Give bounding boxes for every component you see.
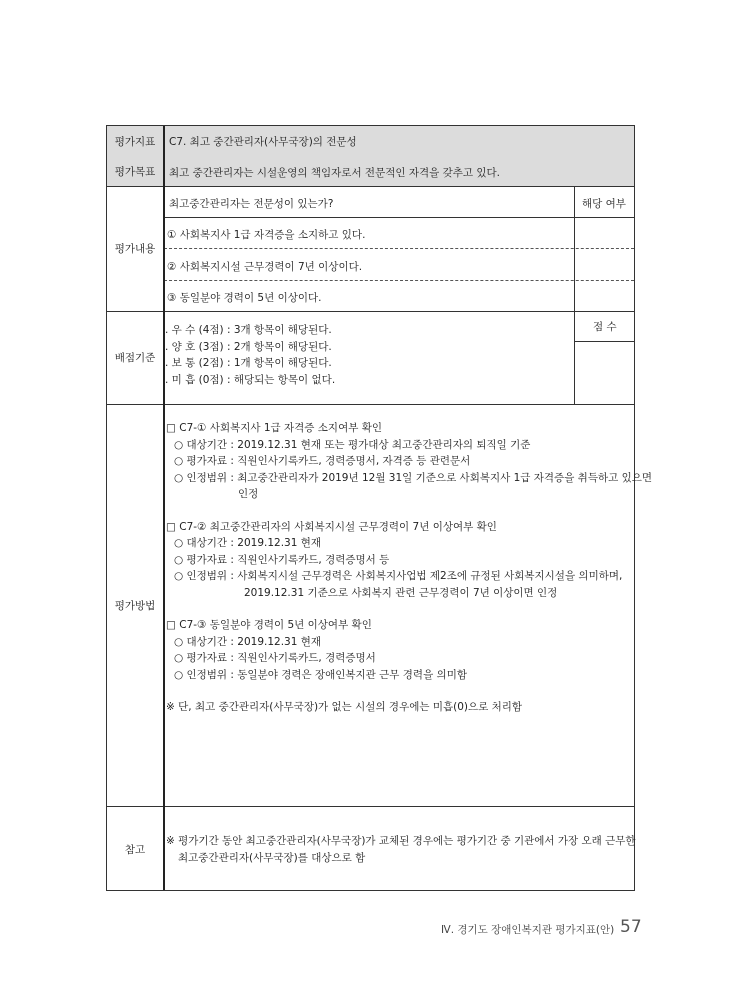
label-text: 평가지표 bbox=[114, 135, 156, 148]
method-line: ○ 인정범위 : 동일분야 경력은 장애인복지관 근무 경력을 의미함 bbox=[174, 668, 467, 681]
goal-cell bbox=[163, 156, 634, 186]
content-question: 최고중간관리자는 전문성이 있는가? bbox=[169, 198, 334, 210]
scoring-list bbox=[165, 322, 335, 388]
method-line: ○ 평가자료 : 직원인사기록카드, 경력증명서 bbox=[174, 652, 376, 664]
content-item: ③ 동일분야 경력이 5년 이상이다. bbox=[167, 292, 322, 304]
label-text: 평가목표 bbox=[114, 165, 156, 178]
content-item: ① 사회복지사 1급 자격증을 소지하고 있다. bbox=[167, 229, 366, 241]
divider bbox=[107, 806, 634, 807]
scoring-item: . 보 통 (2점) : 1개 항목이 해당된다. bbox=[165, 357, 332, 369]
row-label-method bbox=[107, 404, 163, 806]
divider bbox=[107, 186, 634, 187]
method-line: ○ 평가자료 : 직원인사기록카드, 경력증명서 등 bbox=[174, 553, 390, 566]
footer-text: Ⅳ. 경기도 장애인복지관 평가지표(안) bbox=[441, 924, 615, 936]
dashed-divider bbox=[164, 280, 634, 281]
indicator-cell bbox=[163, 126, 634, 156]
method-line: ○ 대상기간 : 2019.12.31 현재 또는 평가대상 최고중간관리자의 퇴직일 기준 bbox=[174, 438, 531, 451]
method-line: ○ 인정범위 : 최고중간관리자가 2019년 12월 31일 기준으로 사회복지사 1급 자격증을 취득하고 있으면 bbox=[174, 471, 653, 484]
applicable-header: 해당 여부 bbox=[582, 198, 626, 210]
reference-block bbox=[166, 833, 636, 866]
section-title: □ C7-① 사회복지사 1급 자격증 소지여부 확인 bbox=[166, 422, 382, 434]
divider bbox=[107, 311, 634, 312]
scoring-item: . 미 흡 (0점) : 해당되는 항목이 없다. bbox=[165, 373, 336, 386]
divider bbox=[574, 341, 634, 342]
divider bbox=[107, 404, 634, 405]
section-title: □ C7-② 최고중간관리자의 사회복지시설 근무경력이 7년 이상여부 확인 bbox=[166, 520, 497, 533]
row-label-content bbox=[107, 186, 163, 311]
content-item: ② 사회복지시설 근무경력이 7년 이상이다. bbox=[167, 261, 363, 273]
evaluation-table bbox=[106, 125, 653, 891]
scoring-item: . 우 수 (4점) : 3개 항목이 해당된다. bbox=[165, 324, 332, 336]
divider bbox=[163, 217, 634, 218]
row-label-reference bbox=[107, 806, 163, 892]
method-line: ○ 평가자료 : 직원인사기록카드, 경력증명서, 자격증 등 관련문서 bbox=[174, 455, 471, 467]
reference-line: ※ 평가기간 동안 최고중간관리자(사무국장)가 교체된 경우에는 평가기간 중 기관에서 가장 오래 근무한 bbox=[166, 835, 636, 847]
reference-line: 최고중간관리자(사무국장)를 대상으로 함 bbox=[178, 851, 366, 864]
label-text: 평가방법 bbox=[114, 599, 156, 612]
scoring-item: . 양 호 (3점) : 2개 항목이 해당된다. bbox=[165, 340, 332, 353]
row-label-indicator bbox=[107, 126, 163, 156]
label-text: 평가내용 bbox=[114, 243, 156, 255]
indicator-text: C7. 최고 중간관리자(사무국장)의 전문성 bbox=[169, 136, 357, 148]
method-line: ○ 대상기간 : 2019.12.31 현재 bbox=[174, 537, 322, 549]
label-text: 배점기준 bbox=[114, 352, 156, 364]
label-column-divider bbox=[163, 126, 165, 890]
goal-text: 최고 중간관리자는 시설운영의 책임자로서 전문적인 자격을 갖추고 있다. bbox=[169, 167, 500, 179]
method-line: 2019.12.31 기준으로 사회복지 관련 근무경력이 7년 이상이면 인정 bbox=[244, 586, 558, 599]
method-line: 인정 bbox=[238, 488, 259, 500]
dashed-divider bbox=[164, 248, 634, 249]
row-label-goal bbox=[107, 156, 163, 186]
method-line: ○ 대상기간 : 2019.12.31 현재 bbox=[174, 635, 322, 648]
method-block bbox=[166, 420, 653, 716]
method-line: ○ 인정범위 : 사회복지시설 근무경력은 사회복지사업법 제2조에 규정된 사회복지시설을 의미하며, bbox=[174, 570, 623, 582]
row-label-scoring bbox=[107, 311, 163, 404]
score-header: 점 수 bbox=[593, 321, 617, 333]
label-text: 참고 bbox=[124, 843, 146, 856]
divider bbox=[574, 311, 575, 404]
page-number: 57 bbox=[620, 917, 642, 937]
method-note: ※ 단, 최고 중간관리자(사무국장)가 없는 시설의 경우에는 미흡(0)으로 처리함 bbox=[166, 701, 523, 713]
section-title: □ C7-③ 동일분야 경력이 5년 이상여부 확인 bbox=[166, 619, 372, 631]
